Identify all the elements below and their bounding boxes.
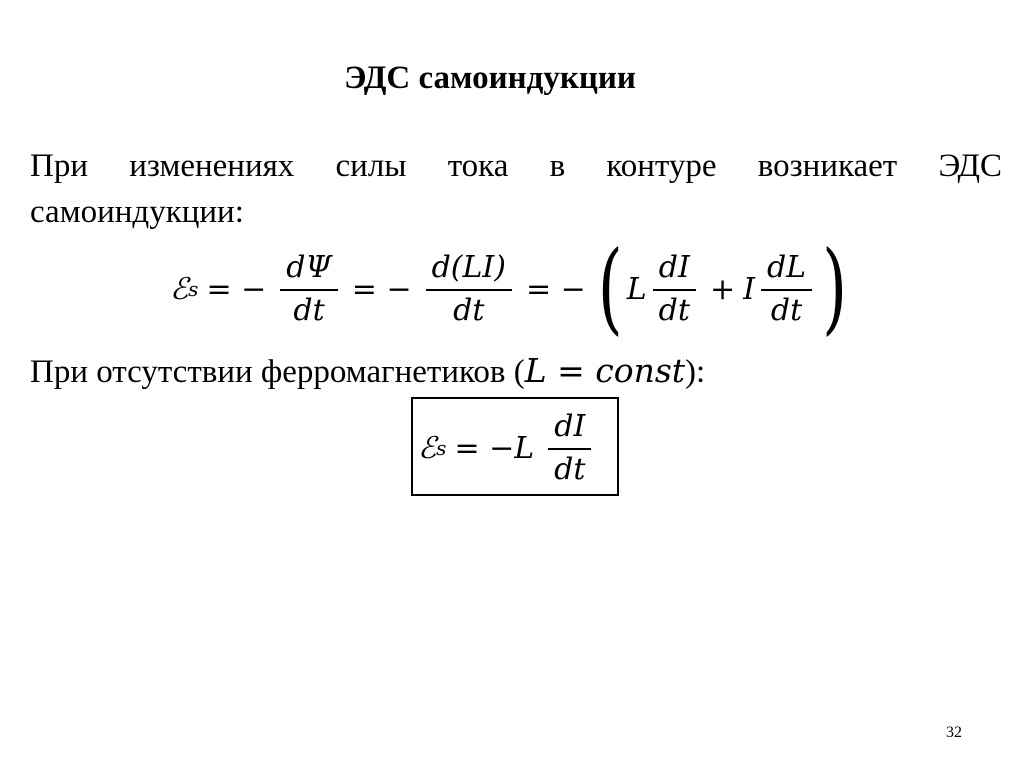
emf-symbol: ℰ (170, 271, 189, 307)
boxed-formula (418, 405, 597, 491)
equals-minus: = − (206, 271, 267, 307)
fraction-dli-dt (426, 250, 512, 328)
coefficient-i: I (743, 271, 755, 307)
fraction-dpsi-dt (280, 250, 338, 328)
fraction-denominator: dt (770, 293, 803, 328)
equals-minus: = − (351, 271, 412, 307)
absence-condition: L = const (524, 351, 686, 390)
fraction-numerator: dI (658, 250, 690, 285)
slide-title: ЭДС самоиндукции (344, 60, 636, 96)
absence-close: ): (685, 354, 706, 390)
fraction-numerator: dΨ (286, 250, 332, 285)
fraction-numerator: dL (766, 250, 807, 285)
intro-word: возникает (757, 148, 898, 184)
fraction-di-dt (653, 250, 696, 328)
intro-word: в (549, 148, 566, 184)
self-induction-emf-formula (170, 231, 851, 347)
intro-word: ЭДС (938, 148, 1002, 184)
fraction-di-dt (548, 409, 591, 487)
page-number: 32 (946, 724, 962, 741)
emf-symbol: ℰ (418, 430, 437, 466)
equals-minus: = − (525, 271, 586, 307)
intro-line-1 (30, 143, 1002, 189)
plus-sign: + (709, 271, 736, 307)
absence-paragraph (30, 348, 1002, 395)
close-parenthesis: ) (822, 231, 848, 347)
intro-word: контуре (606, 148, 717, 184)
absence-text: При отсутствии ферромагнетиков ( (30, 354, 525, 390)
intro-line-2: самоиндукции: (30, 194, 244, 230)
intro-word: При (30, 148, 88, 184)
intro-word: изменениях (129, 148, 295, 184)
fraction-numerator: dI (554, 409, 586, 444)
fraction-denominator: dt (658, 293, 690, 328)
fraction-dl-dt (761, 250, 812, 328)
emf-subscript: s (436, 436, 447, 460)
fraction-denominator: dt (293, 293, 325, 328)
intro-word: тока (447, 148, 509, 184)
intro-paragraph (30, 143, 1002, 235)
coefficient-l: L (626, 271, 647, 307)
fraction-denominator: dt (554, 452, 586, 487)
open-parenthesis: ( (597, 231, 623, 347)
fraction-numerator: d(LI) (431, 250, 506, 285)
intro-word: силы (335, 148, 407, 184)
emf-subscript: s (188, 277, 199, 301)
equals-minus-l: = −L (454, 430, 535, 466)
fraction-denominator: dt (453, 293, 485, 328)
